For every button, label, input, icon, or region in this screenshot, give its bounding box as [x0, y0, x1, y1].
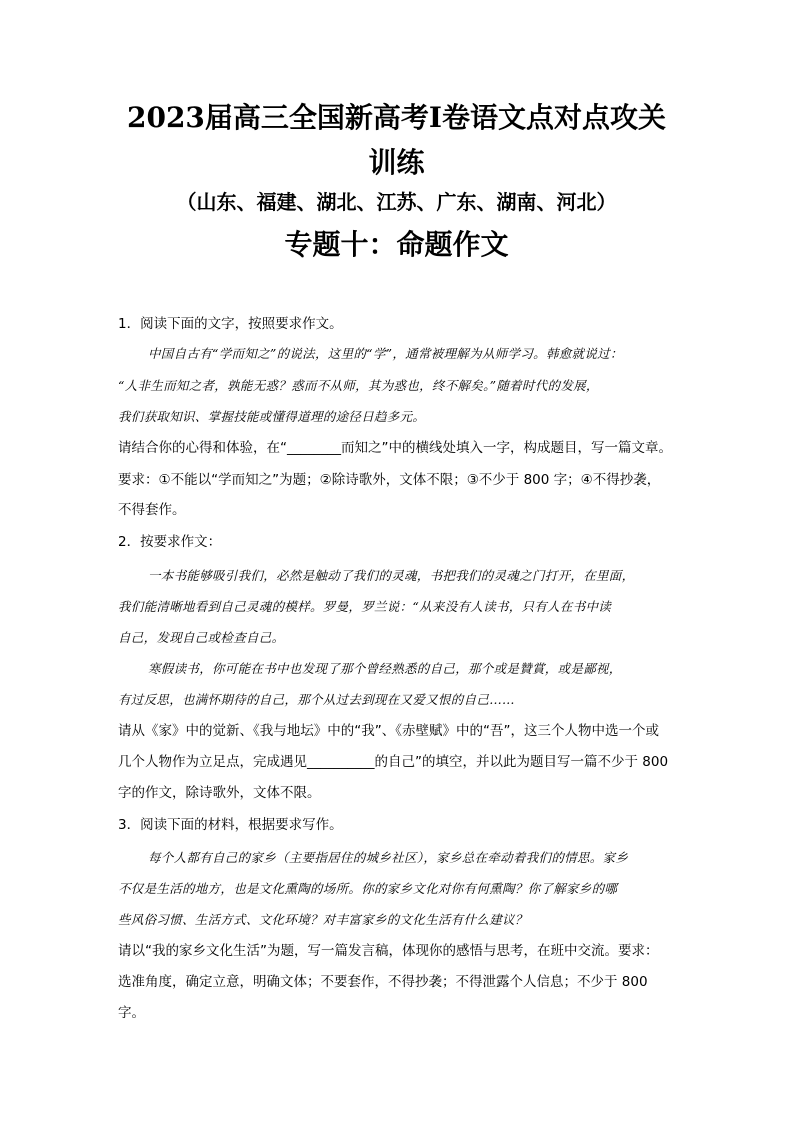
q3-prompt-line: 选准角度，确定立意，明确文体；不要套作，不得抄袭；不得泄露个人信息；不少于 800 — [118, 974, 648, 990]
q1-material-line: 我们获取知识、掌握技能或懂得道理的途径日趋多元。 — [118, 409, 426, 424]
q2-heading: 2．按要求作文： — [118, 534, 222, 550]
q2-prompt-line: 请从《家》中的觉新、《我与地坛》中的“我”、《赤壁赋》中的“吾”，这三个人物中选一个或 — [118, 723, 659, 739]
q2-prompt-line: 几个人物作为立足点，完成遇见__________的自己”的填空，并以此为题目写一篇不少于 800 — [118, 754, 669, 770]
q1-material-line: 中国自古有“学而知之”的说法，这里的“学”，通常被理解为从师学习。韩愈就说过： — [148, 346, 623, 361]
q2-material-line: 寒假读书，你可能在书中也发现了那个曾经熟悉的自己，那个或是贊賞，或是鄙视， — [148, 661, 622, 676]
topic-heading: 专题十：命题作文 — [284, 228, 509, 261]
q2-material-line: 有过反思，也满怀期待的自己，那个从过去到现在又爱又恨的自己…… — [118, 692, 515, 707]
q1-prompt-line: 请结合你的心得和体验，在“________而知之”中的横线处填入一字，构成题目，写一篇文章。 — [118, 440, 672, 456]
regions-subtitle: （山东、福建、湖北、江苏、广东、湖南、河北） — [176, 190, 617, 214]
q2-material-line: 一本书能够吸引我们，必然是触动了我们的灵魂，书把我们的灵魂之门打开，在里面， — [148, 568, 635, 583]
q3-heading: 3．阅读下面的材料，根据要求写作。 — [118, 817, 343, 833]
q2-material-line: 我们能清晰地看到自己灵魂的模样。罗曼，罗兰说：“从来没有人读书，只有人在书中读 — [118, 599, 612, 614]
q2-prompt-line: 字的作文，除诗歌外，文体不限。 — [118, 785, 321, 801]
q3-prompt-line: 请以“我的家乡文化生活”为题，写一篇发言稿，体现你的感悟与思考，在班中交流。要求： — [118, 943, 659, 959]
q1-prompt-line: 要求：①不能以“学而知之”为题；②除诗歌外，文体不限；③不少于 800 字；④不得抄袭， — [118, 472, 661, 488]
document-title-line1: 2023届高三全国新高考Ⅰ卷语文点对点攻关 — [126, 101, 667, 134]
q3-material-line: 不仅是生活的地方，也是文化熏陶的场所。你的家乡文化对你有何熏陶？你了解家乡的哪 — [118, 881, 618, 896]
q1-material-line: “人非生而知之者，孰能无惑？惑而不从师，其为惑也，终不解矣。”随着时代的发展， — [118, 378, 599, 393]
q1-prompt-line: 不得套作。 — [118, 502, 186, 518]
q3-prompt-line: 字。 — [118, 1005, 145, 1021]
document-title-line2: 训练 — [368, 146, 425, 179]
q2-material-line: 自己，发现自己或检查自己。 — [118, 630, 285, 645]
q3-material-line: 每个人都有自己的家乡（主要指居住的城乡社区），家乡总在牵动着我们的情思。家乡 — [148, 850, 629, 865]
q3-material-line: 些风俗习惯、生活方式、文化环境？对丰富家乡的文化生活有什么建议？ — [118, 912, 528, 927]
q1-heading: 1．阅读下面的文字，按照要求作文。 — [118, 316, 343, 332]
